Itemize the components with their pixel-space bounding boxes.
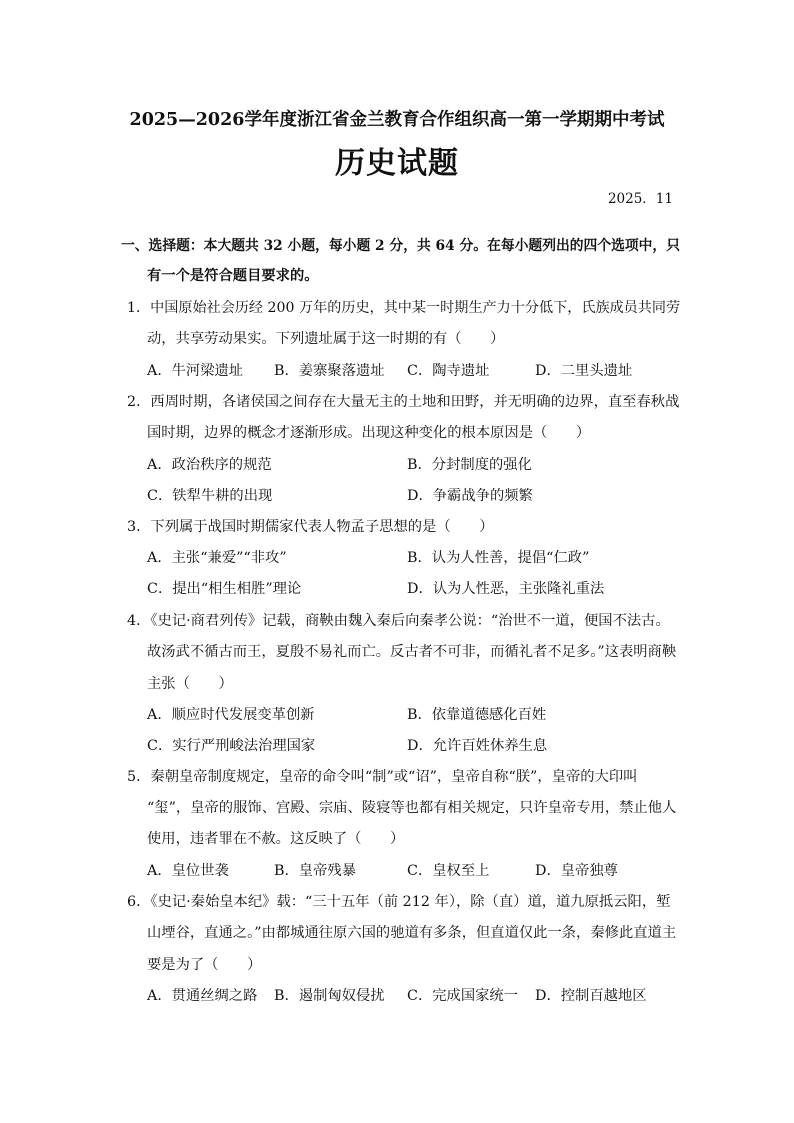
question-4-line-3: 主张（ ） bbox=[147, 676, 233, 692]
question-1-option-a: A．牛河梁遗址 bbox=[147, 363, 244, 379]
exam-title: 2025—2026学年度浙江省金兰教育合作组织高一第一学期期中考试 bbox=[129, 110, 665, 130]
question-4-line-1: 4．《史记·商君列传》记载，商鞅由魏入秦后向秦孝公说：“治世不一道，便国不法古。 bbox=[127, 613, 670, 629]
question-3-option-d: D．认为人性恶，主张隆礼重法 bbox=[407, 581, 605, 597]
question-3-option-a: A．主张“兼爱”“非攻” bbox=[147, 550, 287, 566]
question-6-line-1: 6．《史记·秦始皇本纪》载：“三十五年（前 212 年），除（直）道，道九原抵云阳，堑 bbox=[127, 894, 671, 910]
question-4-option-c: C．实行严刑峻法治理国家 bbox=[147, 738, 316, 754]
exam-subtitle: 历史试题 bbox=[335, 146, 459, 181]
question-4-option-d: D．允许百姓休养生息 bbox=[407, 738, 548, 754]
section-heading-line-2: 有一个是符合题目要求的。 bbox=[147, 268, 319, 284]
question-2-line-1: 2．西周时期，各诸侯国之间存在大量无主的土地和田野，并无明确的边界，直至春秋战 bbox=[127, 394, 680, 410]
question-5-line-1: 5．秦朝皇帝制度规定，皇帝的命令叫“制”或“诏”，皇帝自称“朕”，皇帝的大印叫 bbox=[127, 769, 638, 785]
question-5-option-b: B．皇帝残暴 bbox=[274, 863, 356, 879]
question-5-line-3: 使用，违者罪在不赦。这反映了（ ） bbox=[147, 831, 405, 847]
question-1-line-2: 动，共享劳动果实。下列遗址属于这一时期的有（ ） bbox=[147, 331, 505, 347]
question-2-option-d: D．争霸战争的频繁 bbox=[407, 488, 533, 504]
question-6-option-b: B．遏制匈奴侵扰 bbox=[274, 988, 385, 1004]
question-6-option-a: A．贯通丝绸之路 bbox=[147, 988, 258, 1004]
question-3-line-1: 3．下列属于战国时期儒家代表人物孟子思想的是（ ） bbox=[127, 519, 494, 535]
question-5-option-c: C．皇权至上 bbox=[407, 863, 490, 879]
question-1-option-c: C．陶寺遗址 bbox=[407, 363, 490, 379]
question-4-option-a: A．顺应时代发展变革创新 bbox=[147, 707, 315, 723]
question-2-option-a: A．政治秩序的规范 bbox=[147, 457, 272, 473]
question-2-option-b: B．分封制度的强化 bbox=[407, 457, 532, 473]
question-5-option-a: A．皇位世袭 bbox=[147, 863, 229, 879]
question-1-option-b: B．姜寨聚落遗址 bbox=[274, 363, 385, 379]
exam-date: 2025．11 bbox=[607, 191, 673, 207]
question-2-option-c: C．铁犁牛耕的出现 bbox=[147, 488, 273, 504]
section-heading-line-1: 一、选择题：本大题共 32 小题，每小题 2 分，共 64 分。在每小题列出的四个选项中，只 bbox=[121, 238, 680, 254]
question-1-line-1: 1．中国原始社会历经 200 万年的历史，其中某一时期生产力十分低下，氏族成员共同劳 bbox=[127, 300, 681, 316]
question-6-line-3: 要是为了（ ） bbox=[147, 957, 262, 973]
question-6-option-c: C．完成国家统一 bbox=[407, 988, 519, 1004]
question-3-option-c: C．提出“相生相胜”理论 bbox=[147, 581, 302, 597]
question-3-option-b: B．认为人性善，提倡“仁政” bbox=[407, 550, 590, 566]
question-5-option-d: D．皇帝独尊 bbox=[535, 863, 618, 879]
question-2-line-2: 国时期，边界的概念才逐渐形成。出现这种变化的根本原因是（ ） bbox=[147, 425, 591, 441]
question-1-option-d: D．二里头遗址 bbox=[535, 363, 633, 379]
question-6-line-2: 山堙谷，直通之。”由都城通往原六国的驰道有多条，但直道仅此一条，秦修此直道主 bbox=[147, 925, 677, 941]
question-6-option-d: D．控制百越地区 bbox=[535, 988, 647, 1004]
question-4-line-2: 故汤武不循古而王，夏殷不易礼而亡。反古者不可非，而循礼者不足多。”这表明商鞅 bbox=[147, 644, 677, 660]
question-4-option-b: B．依靠道德感化百姓 bbox=[407, 707, 547, 723]
question-5-line-2: “玺”，皇帝的服饰、宫殿、宗庙、陵寝等也都有相关规定，只许皇帝专用，禁止他人 bbox=[147, 800, 677, 816]
